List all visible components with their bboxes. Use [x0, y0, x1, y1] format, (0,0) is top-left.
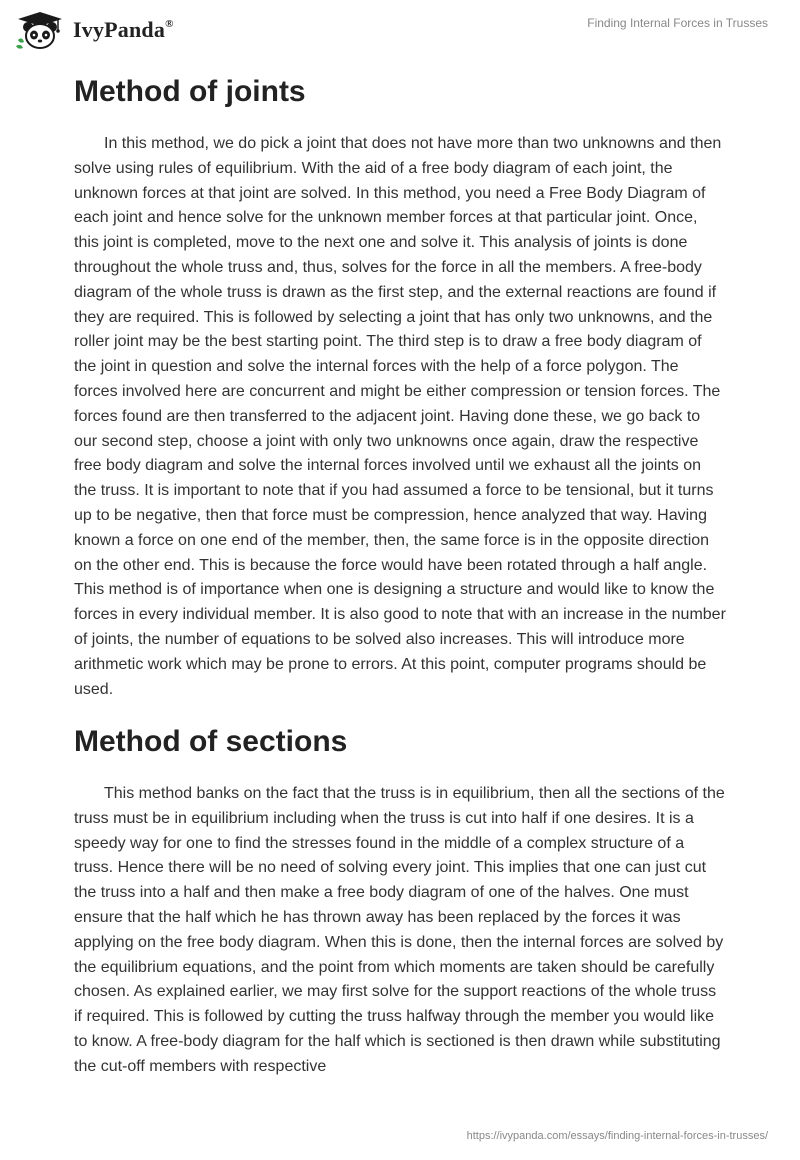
page-header — [0, 0, 800, 60]
source-url[interactable]: https://ivypanda.com/essays/finding-internal-forces-in-trusses/ — [466, 1130, 768, 1142]
panda-graduate-icon — [14, 10, 66, 50]
logo[interactable] — [14, 10, 174, 50]
section-heading-sections: Method of sections — [74, 725, 348, 758]
section-heading-joints: Method of joints — [74, 75, 306, 108]
logo-wordmark: IvyPanda® — [73, 17, 174, 42]
document-title: Finding Internal Forces in Trusses — [587, 16, 768, 30]
section-body-sections: This method banks on the fact that the truss is in equilibrium, then all the sections of the truss must be in equilibrium including when the truss is cut into half if one desires. It is a speedy way for one to find the stresses found in the middle of a complex structure of a truss. Hence there will be no need of solving every joint. This implies that one can just cut the truss into a half and then make a free body diagram of one of the halves. One must ensure that the half which he has thrown away has been replaced by the forces it was applying on the free body diagram. When this is done, then the internal forces are solved by the equilibrium equations, and the point from which moments are taken should be carefully chosen. As explained earlier, we may first solve for the support reactions of the whole truss if required. This is followed by cutting the truss halfway through the member you would like to know. A free-body diagram for the half which is sectioned is then drawn while substituting the cut-off members with respective — [74, 785, 725, 1075]
section-body-joints: In this method, we do pick a joint that does not have more than two unknowns and then solve using rules of equilibrium. With the aid of a free body diagram of each joint, the unknown forces at that joint are solved. In this method, you need a Free Body Diagram of each joint and hence solve for the unknown member forces at that particular joint. Once, this joint is completed, move to the next one and solve it. This analysis of joints is done throughout the whole truss and, thus, solves for the force in all the members. A free-body diagram of the whole truss is drawn as the first step, and the external reactions are found if they are required. This is followed by selecting a joint that has only two unknowns, and the roller joint may be the best starting point. The third step is to draw a free body diagram of the joint in question and solve the internal forces with the help of a force polygon. The forces involved here are concurrent and might be either compression or tension forces. The forces found are then transferred to the adjacent joint. Having done these, we go back to our second step, choose a joint with only two unknowns once again, draw the respective free body diagram and solve the internal forces involved until we exhaust all the joints on the truss. It is important to note that if you had assumed a force to be tensional, but it turns up to be negative, then that force must be compression, hence analyzed that way. Having known a force on one end of the member, then, the same force is in the opposite direction on the other end. This is because the force would have been rotated through a half angle. This method is of importance when one is designing a structure and would like to know the forces in every individual member. It is also good to note that with an increase in the number of joints, the number of equations to be solved also increases. This will introduce more arithmetic work which may be prone to errors. At this point, computer programs should be used. — [74, 135, 726, 698]
